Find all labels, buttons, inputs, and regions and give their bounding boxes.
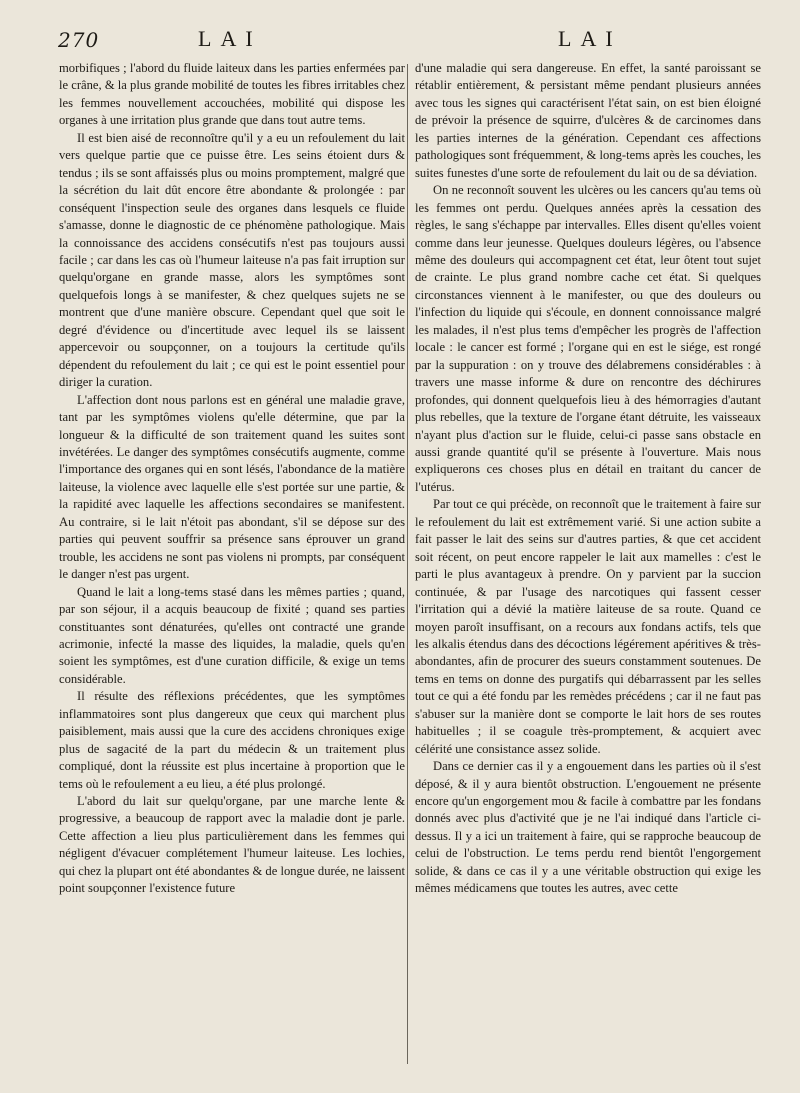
page-number: 270 (58, 28, 100, 52)
paragraph: Quand le lait a long-tems stasé dans les mêmes parties ; quand, par son séjour, il a acquis beaucoup de fixité ; quand ses parties constituantes sont dénaturées, qu'elles ont contracté une grande acrimonie, infecté la masse des liquides, la maladie, quels qu'en soient les symptômes, est d'une curation difficile, & exige un tems considérable. (59, 584, 405, 686)
running-title-left: LAI (198, 26, 262, 51)
paragraph: L'abord du lait sur quelqu'organe, par une marche lente & progressive, a beaucoup de rapport avec la maladie dont je parle. Cette affection a lieu plus particulièrement dans les femmes qui négligent d'évacuer complétement l'humeur laiteuse. Les lochies, qui chez la plupart ont été abondantes & de longue durée, ne laissent point soupçonner l'existence future (59, 794, 405, 896)
paragraph: morbifiques ; l'abord du fluide laiteux dans les parties enfermées par le crâne, & la plus grande mobilité de toutes les fibres irritables chez les femmes nouvellement accouchées, mobilité qui dispose les organes à une irritation plus grande que dans tout autre tems. (59, 61, 405, 128)
paragraph: Il est bien aisé de reconnoître qu'il y a eu un refoulement du lait vers quelque partie que ce puisse être. Les seins étoient durs & tendus ; ils se sont affaissés plus ou moins promptement, malgré que la sécrétion du lait dût encore être abondante & prolongée : par conséquent l'inspection seule des organes dans lesquels ce fluide s'amasse, donne le diagnostic de ce phénomène pathologique. Mais la connoissance des accidens consécutifs n'est pas toujours aussi facile ; car dans les cas où l'humeur laiteuse n'a pas fait irruption sur quelqu'organe en grande masse, alors les symptômes sont quelquefois longs à se manifester, & chez quelques sujets ne se montrent que d'une manière obscure. Cependant quel que soit le degré d'évidence ou d'incertitude avec lequel ils se laissent appercevoir ou soupçonner, on a toujours la certitude qu'ils dépendent du refoulement du lait ; ce qui est le point essentiel pour diriger la curation. (59, 130, 405, 390)
paragraph: Dans ce dernier cas il y a engouement dans les parties où il s'est déposé, & il y aura bientôt obstruction. L'engouement ne présente encore qu'un engorgement mou & facile à combattre par les fondans donnés avec plus d'activité que je ne l'ai indiqué dans l'article ci-dessus. Il y a ici un traitement à faire, qui se rapproche beaucoup de celui de l'obstruction. Le tems perdu rend bientôt l'engorgement solide, & dans ce cas il y a une véritable obstruction qui exige les mêmes médicamens que toutes les autres, avec cette (415, 759, 761, 896)
paragraph: L'affection dont nous parlons est en général une maladie grave, tant par les symptômes violens qu'elle détermine, que par la longueur & la difficulté de son traitement quand les suites sont invétérées. Le danger des symptômes consécutifs augmente, comme l'importance des organes qui en sont lésés, l'abondance de la matière laiteuse, la violence avec laquelle elle s'est portée sur une partie, & la rapidité avec laquelle les affections secondaires se manifestent. Au contraire, si le lait n'étoit pas abondant, s'il se dépose sur des parties qui peuvent souffrir sa présence sans éprouver un grand trouble, les accidens ne sont pas violens ni prompts, par conséquent le danger n'est pas urgent. (59, 392, 405, 582)
running-title-right: LAI (558, 26, 622, 51)
right-column (415, 60, 761, 898)
paragraph: Par tout ce qui précède, on reconnoît que le traitement à faire sur le refoulement du lait est extrêmement varié. Si une action subite a fait passer le lait des seins sur d'autres parties, & que cet accident soit récent, on peut encore rappeler le lait aux mamelles : c'est le parti le plus avantageux à prendre. On y parvient par la succion continuée, & par l'usage des narcotiques qui fassent cesser l'irritation qui a dévié la matière laiteuse de sa route. Quand ce moyen paroît insuffisant, on a recours aux fondans actifs, tels que les alkalis étendus dans des décoctions légérement apéritives & très-abondantes, afin de procurer des sueurs constamment soutenues. De tems en tems on donne des purgatifs qui débarrassent par les selles tout ce qui a été fondu par les remèdes précédens ; car il ne faut pas s'abuser sur la manière dont se comporte le lait hors de ses routes habituelles ; il se coagule très-promptement, & acquiert avec célérité une consistance assez solide. (415, 497, 761, 756)
left-column (59, 60, 405, 898)
paragraph: On ne reconnoît souvent les ulcères ou les cancers qu'au tems où les femmes ont perdu. Quelques années après la cessation des règles, le sang s'échappe par intervalles. Elles disent qu'elles voient comme dans leur jeunesse. Quelques douleurs légères, ou l'absence même des douleurs qui accompagnent cet état, leur ôtent tout sujet de crainte. Le plus grand nombre cache cet état. Si quelques circonstances viennent à le manifester, ou que des douleurs ou l'infection du liquide qui s'écoule, en donnent connoissance malgré les malades, il n'est plus tems d'empêcher les progrès de l'affection locale : le cancer est formé ; l'organe qui en est le siége, est rongé par la suppuration : on y trouve des délabremens considérables : à travers une masse informe & dure on rencontre des déchirures profondes, qui donnent quelquefois lieu à des hémorragies d'autant plus rebelles, que la texture de l'organe étant détruite, les vaisseaux n'ayant plus d'action sur le fluide, celui-ci passe sans obstacle en aussi grande quantité qu'il se présente à l'ouverture. Mais nous expliquerons ces choses plus en détail en traitant du cancer de l'utérus. (415, 183, 761, 494)
paragraph: d'une maladie qui sera dangereuse. En effet, la santé paroissant se rétablir entièrement, & persistant même pendant plusieurs années avec tous les signes qui caractérisent l'état sain, on est bien éloigné de prévoir la présence de squirre, d'ulcères & de carcinomes dans les parties internes de la génération. Cependant ces affections pathologiques sont fréquemment, & long-tems après les couches, les suites funestes d'une sorte de refoulement du lait ou de sa déviation. (415, 61, 761, 180)
paragraph: Il résulte des réflexions précédentes, que les symptômes inflammatoires sont plus dangereux que ceux qui marchent plus paisiblement, mais aussi que la cure des accidens chroniques exige plus de sagacité de la part du médecin & un traitement plus compliqué, dont la réussite est plus incertaine à proportion que le tems où le refoulement a eu lieu, a été plus prolongé. (59, 689, 405, 791)
running-head (58, 26, 770, 56)
column-divider (407, 64, 408, 1064)
